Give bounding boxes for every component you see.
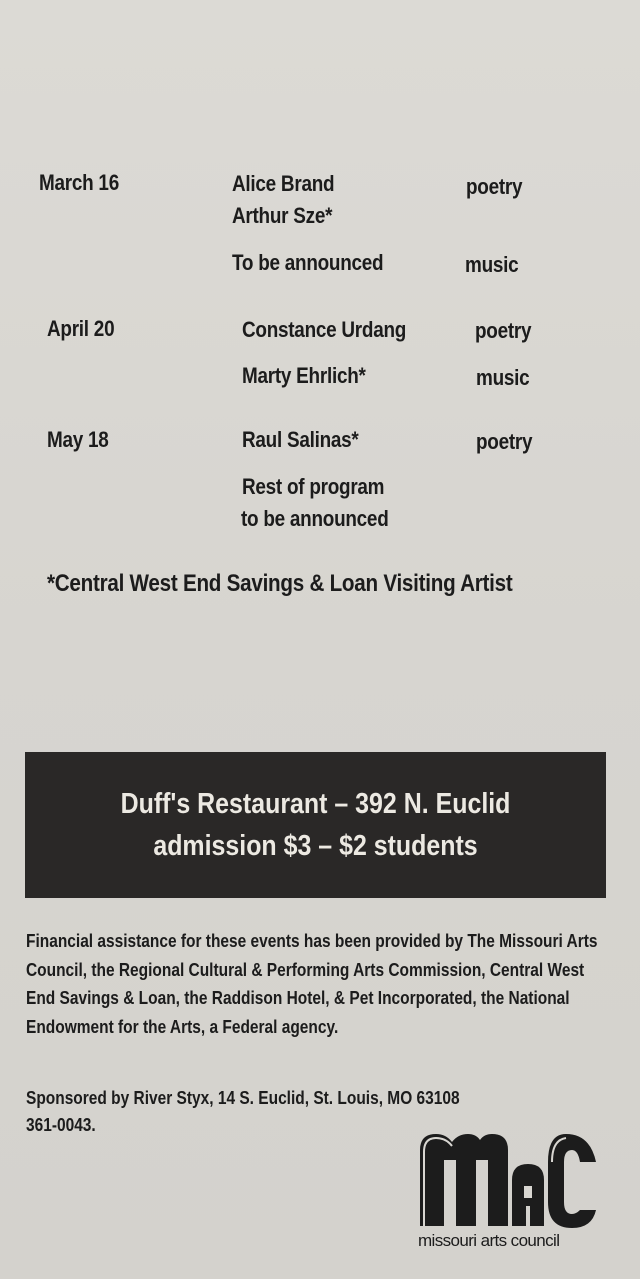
schedule-type: poetry xyxy=(475,318,532,343)
visiting-artist-footnote: *Central West End Savings & Loan Visiting Artist xyxy=(47,570,513,597)
funding-statement: Financial assistance for these events has been provided by The Missouri Arts Council, the Regional Cultural & Performing Arts Commission, Central West End Savings & Loan, the Raddison Hotel, & Pet Incorporated, the National Endowment for the Arts, a Federal agency. xyxy=(26,931,598,1037)
venue-line: Duff's Restaurant – 392 N. Euclid xyxy=(120,788,511,820)
schedule-type: music xyxy=(476,365,530,390)
logo-caption: missouri arts council xyxy=(418,1231,560,1250)
schedule-note: to be announced xyxy=(241,506,389,531)
schedule-type: poetry xyxy=(476,429,533,454)
schedule-performer: To be announced xyxy=(232,250,384,275)
sponsor-line: Sponsored by River Styx, 14 S. Euclid, St. Louis, MO 63108 xyxy=(26,1088,460,1108)
sponsor-phone: 361-0043. xyxy=(26,1115,96,1135)
schedule-performer: Constance Urdang xyxy=(242,317,407,342)
schedule-performer: Arthur Sze* xyxy=(232,203,333,228)
schedule-date: March 16 xyxy=(39,170,119,195)
schedule-type: music xyxy=(465,252,519,277)
schedule-date: April 20 xyxy=(47,316,115,341)
schedule-performer: Alice Brand xyxy=(232,171,335,196)
schedule-performer: Raul Salinas* xyxy=(242,427,359,452)
admission-line: admission $3 – $2 students xyxy=(153,830,478,862)
schedule-type: poetry xyxy=(466,174,523,199)
schedule-date: May 18 xyxy=(47,427,109,452)
schedule-note: Rest of program xyxy=(242,474,385,499)
schedule-performer: Marty Ehrlich* xyxy=(242,363,366,388)
venue-banner xyxy=(25,752,606,898)
